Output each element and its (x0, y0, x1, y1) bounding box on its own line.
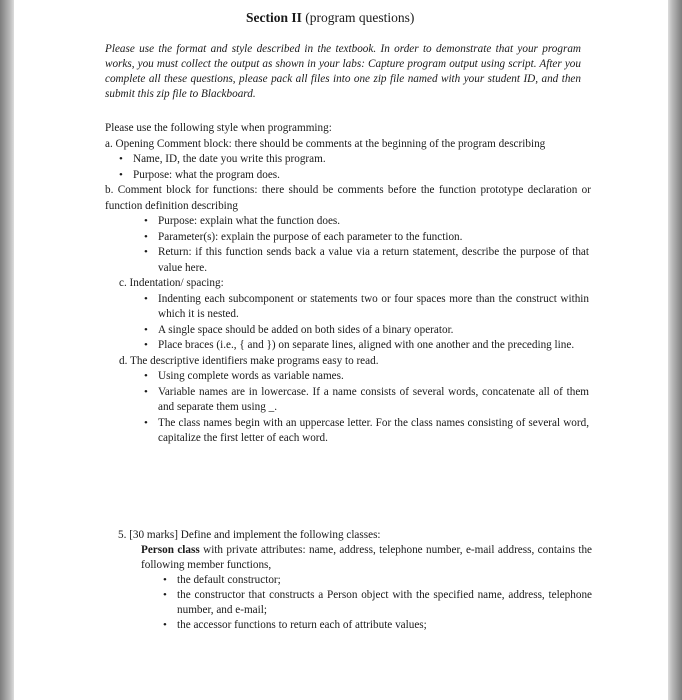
bullet-icon: • (144, 292, 148, 305)
style-a-list (119, 152, 570, 183)
list-item: • Using complete words as variable names. (158, 369, 589, 385)
list-item: • Parameter(s): explain the purpose of each parameter to the function. (158, 230, 589, 246)
style-item-a: a. Opening Comment block: there should be comments at the beginning of the program describing (105, 137, 546, 150)
question-5-lead: 5. [30 marks] Define and implement the following classes: (118, 529, 381, 541)
style-guide (105, 121, 591, 447)
bullet-icon: • (163, 619, 167, 631)
bullet-icon: • (144, 385, 148, 398)
bullet-icon: • (144, 339, 148, 351)
bullet-icon: • (119, 153, 123, 165)
instructions-paragraph: Please use the format and style described in the textbook. In order to demonstrate that your program works, you must collect the output as shown in your labs: Capture program output using script. After you complete all these questions, please pack all files into one zip file named with your student ID, and then submit this zip file to Blackboard. (105, 43, 581, 100)
list-item: • Name, ID, the date you write this program. (133, 152, 570, 168)
bullet-icon: • (163, 589, 167, 601)
list-item: • Indenting each subcomponent or statements two or four spaces more than the construct within which it is nested. (144, 292, 589, 320)
page-edge-right (668, 0, 682, 700)
list-item: • the accessor functions to return each of attribute values; (163, 619, 427, 631)
bullet-icon: • (144, 370, 148, 382)
bullet-icon: • (144, 323, 148, 336)
bullet-icon: • (144, 230, 148, 243)
bullet-icon: • (119, 168, 123, 181)
question-5 (118, 528, 592, 633)
page-edge-left (0, 0, 14, 700)
list-item: • Place braces (i.e., { and }) on separate lines, aligned with one another and the preceding line. (158, 338, 589, 354)
list-item: • Return: if this function sends back a value via a return statement, describe the purpose of that value here. (144, 246, 589, 274)
list-item: • Purpose: what the program does. (133, 168, 570, 184)
list-item: • Purpose: explain what the function does. (158, 214, 589, 230)
document-page (14, 0, 668, 700)
bullet-icon: • (144, 246, 148, 258)
section-title (246, 10, 414, 26)
list-item: • Variable names are in lowercase. If a name consists of several words, concatenate all of them and separate them using _. (144, 385, 589, 413)
bullet-icon: • (144, 215, 148, 227)
list-item: • The class names begin with an uppercase letter. For the class names consisting of several word, capitalize the first letter of each word. (144, 416, 589, 444)
style-b-list (144, 214, 589, 276)
style-item-d: d. The descriptive identifiers make programs easy to read. (119, 354, 379, 367)
section-title-bold: Section II (246, 10, 302, 25)
list-item: • A single space should be added on both sides of a binary operator. (158, 323, 589, 339)
section-title-rest: (program questions) (301, 10, 415, 25)
person-class-description: Person class with private attributes: name, address, telephone number, e-mail address, contains the following member functions, (141, 544, 593, 571)
style-item-c: c. Indentation/ spacing: (119, 277, 224, 289)
person-class-functions (163, 573, 592, 633)
style-d-list (144, 369, 589, 447)
bullet-icon: • (163, 574, 167, 586)
list-item: • the default constructor; (163, 574, 281, 586)
bullet-icon: • (144, 416, 148, 429)
style-c-list (144, 292, 589, 354)
style-item-b: b. Comment block for functions: there should be comments before the function prototype declaration or function definition describing (105, 184, 591, 212)
person-class-label: Person class (141, 544, 200, 556)
style-heading: Please use the following style when programming: (105, 122, 332, 134)
list-item: • the constructor that constructs a Person object with the specified name, address, telephone number, and e-mail; (163, 589, 592, 616)
